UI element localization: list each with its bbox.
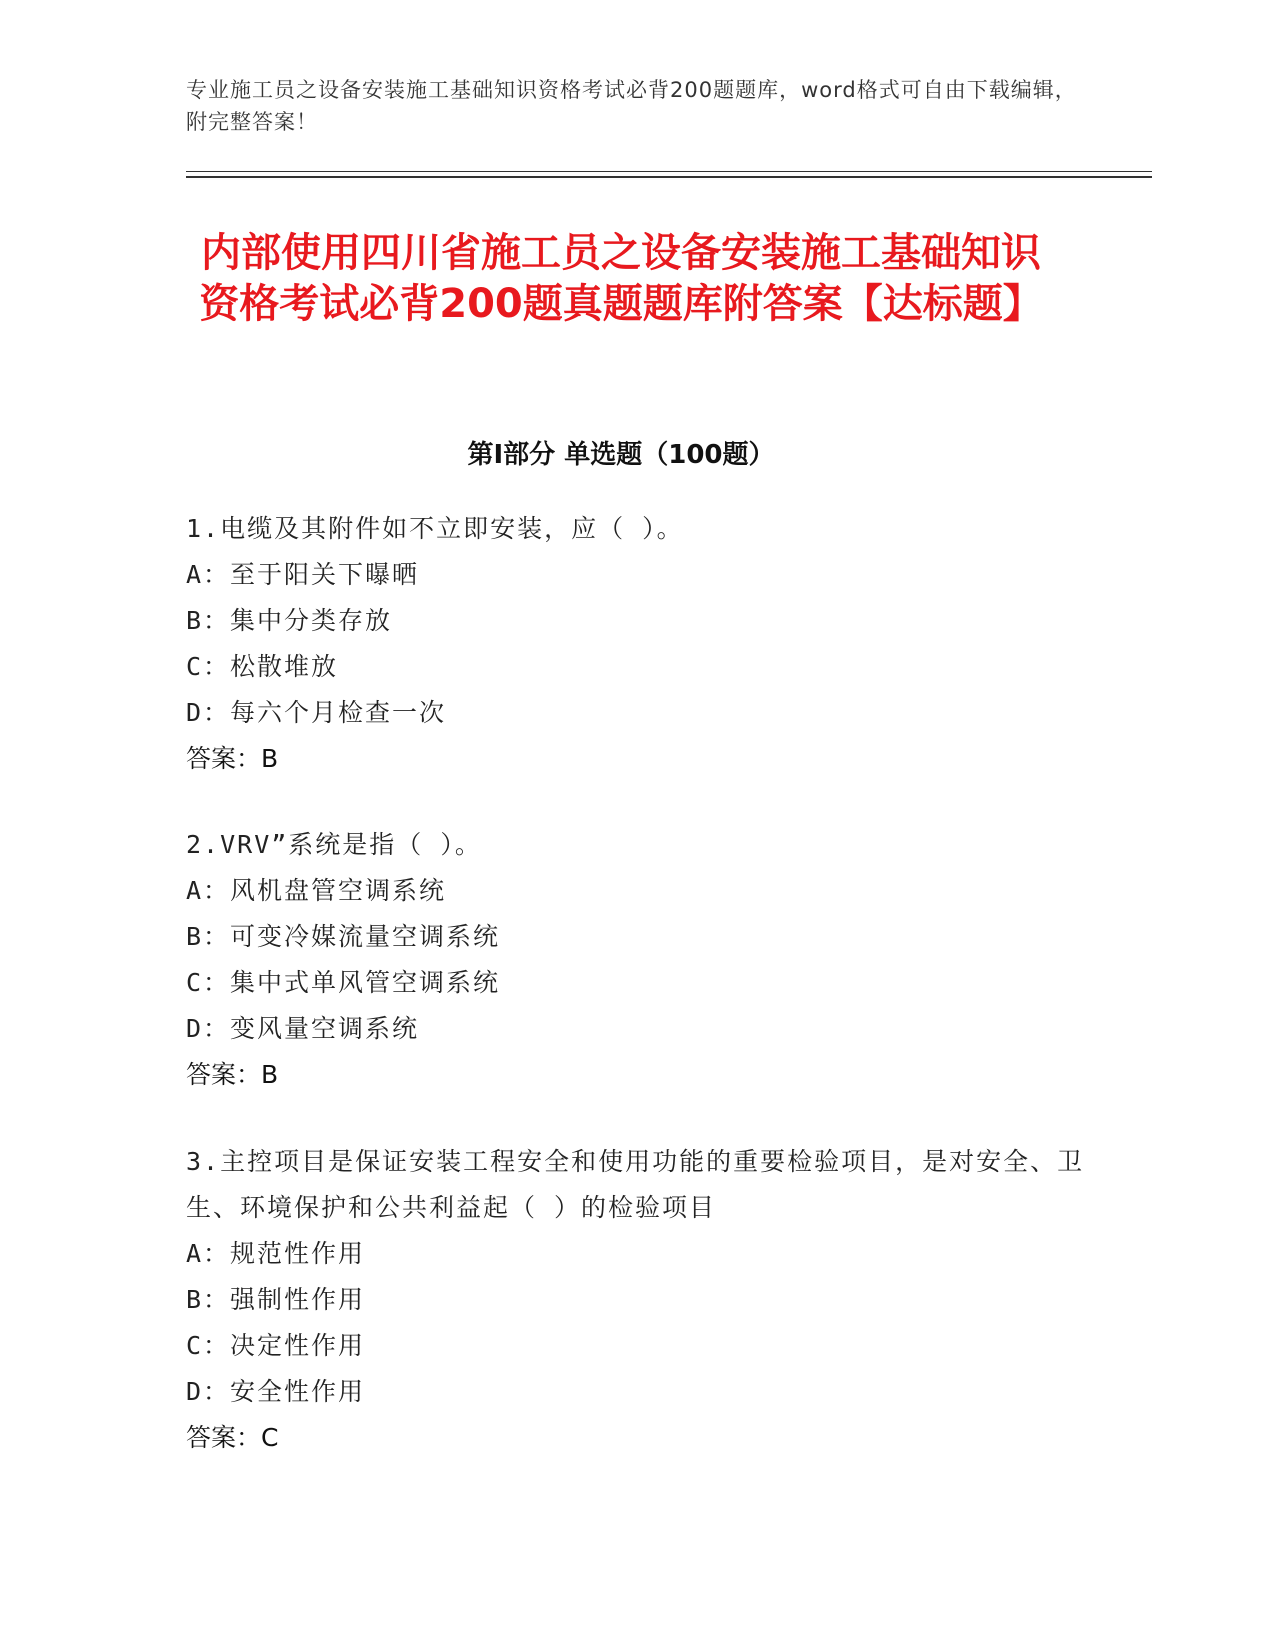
option-d: D：安全性作用 bbox=[186, 1377, 366, 1406]
option-a: A：风机盘管空调系统 bbox=[186, 876, 447, 905]
answer: 答案：C bbox=[186, 1423, 279, 1452]
option-b: B：集中分类存放 bbox=[186, 606, 393, 635]
option-b: B：强制性作用 bbox=[186, 1285, 366, 1314]
option-b: B：可变冷媒流量空调系统 bbox=[186, 922, 501, 951]
header-divider-top bbox=[186, 171, 1152, 172]
question-stem: 3.主控项目是保证安装工程安全和使用功能的重要检验项目，是对安全、卫生、环境保护和公共利益起（ ）的检验项目 bbox=[186, 1147, 1085, 1222]
header-divider-bottom bbox=[186, 176, 1152, 178]
option-c: C：松散堆放 bbox=[186, 652, 339, 681]
option-d: D：变风量空调系统 bbox=[186, 1014, 420, 1043]
document-title: 内部使用四川省施工员之设备安装施工基础知识资格考试必背200题真题题库附答案【达标题】 bbox=[199, 230, 1043, 327]
option-c: C：集中式单风管空调系统 bbox=[186, 968, 501, 997]
question-2 bbox=[186, 822, 1086, 1098]
option-a: A：规范性作用 bbox=[186, 1239, 366, 1268]
option-a: A：至于阳关下曝晒 bbox=[186, 560, 420, 589]
option-d: D：每六个月检查一次 bbox=[186, 698, 447, 727]
question-stem: 1.电缆及其附件如不立即安装，应（ ）。 bbox=[186, 514, 684, 543]
question-1 bbox=[186, 506, 1086, 782]
answer: 答案：B bbox=[186, 744, 279, 773]
question-stem: 2.VRV”系统是指（ ）。 bbox=[186, 830, 482, 859]
question-3 bbox=[186, 1139, 1086, 1461]
section-heading: 第Ⅰ部分 单选题（100题） bbox=[467, 440, 775, 470]
answer: 答案：B bbox=[186, 1060, 279, 1089]
header-note: 专业施工员之设备安装施工基础知识资格考试必背200题题库，word格式可自由下载编辑，附完整答案！ bbox=[186, 78, 1077, 134]
option-c: C：决定性作用 bbox=[186, 1331, 366, 1360]
